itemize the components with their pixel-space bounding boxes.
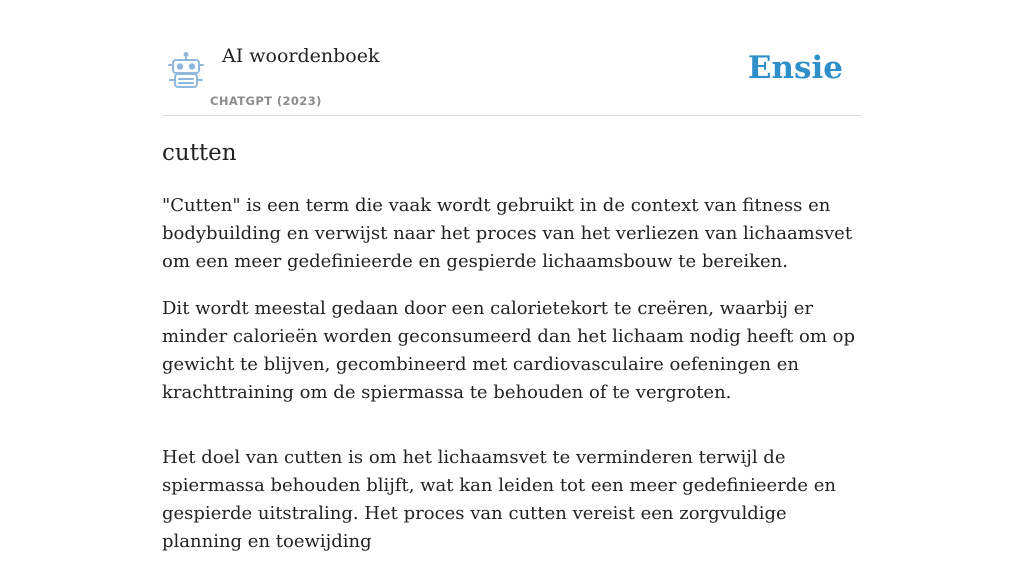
content-container (162, 0, 862, 552)
dictionary-title[interactable]: AI woordenboek (222, 45, 380, 67)
definition-paragraph: Het doel van cutten is om het lichaamsvet te verminderen terwijl de spiermassa behouden blijft, wat kan leiden tot een meer gedefinieerde en gespierde uitstraling. Het proces van cutten vereist een zorgvuldige planning en toewijding (162, 447, 836, 552)
definition-paragraph: Dit wordt meestal gedaan door een calorietekort te creëren, waarbij er minder calorieën worden geconsumeerd dan het lichaam nodig heeft om op gewicht te blijven, gecombineerd met cardiovasculaire oefeningen en krachttraining om de spiermassa te behouden of te vergroten. (162, 298, 856, 403)
header (162, 0, 862, 116)
robot-icon (166, 52, 206, 90)
dictionary-source: CHATGPT (2023) (210, 94, 322, 108)
definition-paragraph: "Cutten" is een term die vaak wordt gebruikt in de context van fitness en bodybuilding en verwijst naar het proces van het verliezen van lichaamsvet om een meer gedefinieerde en gespierde lichaamsbouw te bereiken. (162, 195, 853, 272)
entry-word: cutten (162, 140, 237, 166)
brand-logo[interactable]: Ensie (747, 50, 843, 86)
entry-definition (162, 192, 867, 575)
